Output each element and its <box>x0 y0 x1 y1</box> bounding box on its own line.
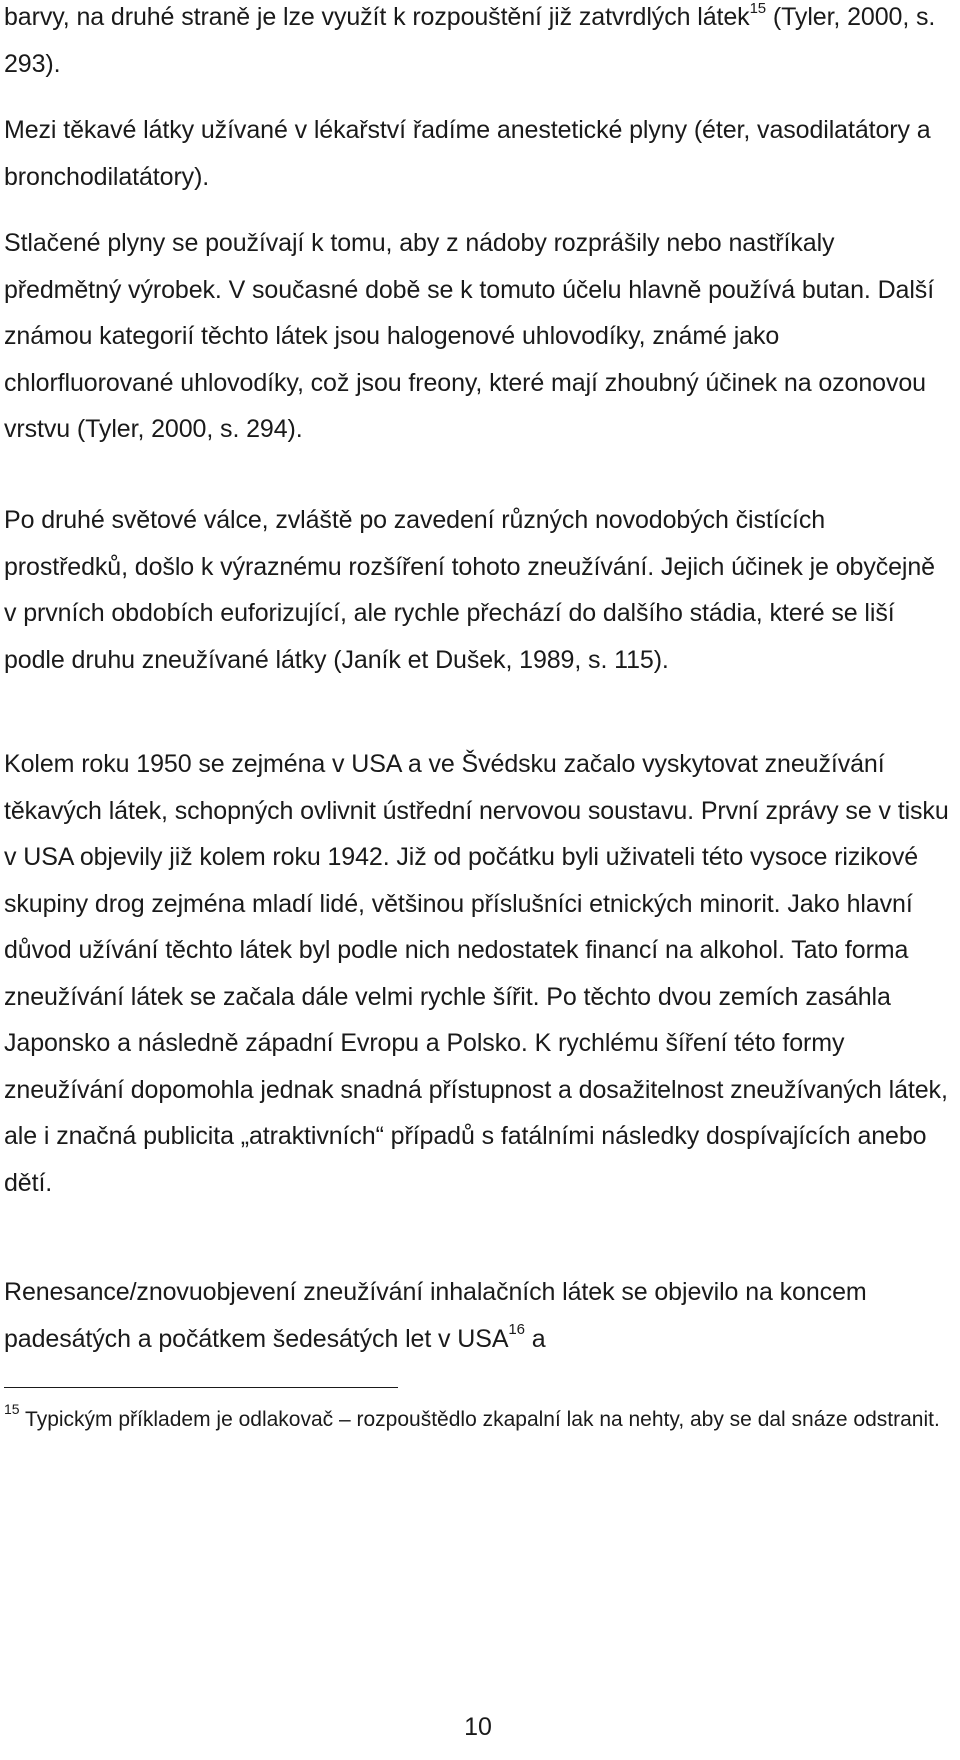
paragraph-4: Po druhé světové válce, zvláště po zavedení různých novodobých čistících prostředků, došlo k výraznému rozšíření tohoto zneužívání. Jejich účinek je obyčejně v prvních obdobích euforizující, ale rychle přechází do dalšího stádia, které se liší podle druhu zneužívané látky (Janík et Dušek, 1989, s. 115). <box>4 506 935 674</box>
footnote-reference-15: 15 <box>749 0 767 17</box>
paragraph-5: Kolem roku 1950 se zejména v USA a ve Švédsku začalo vyskytovat zneužívání těkavých látek, schopných ovlivnit ústřední nervovou soustavu. První zprávy se v tisku v USA objevily již kolem roku 1942. Již od počátku byli uživateli této vysoce rizikové skupiny drog zejména mladí lidé, většinou příslušníci etnických minorit. Jako hlavní důvod užívání těchto látek byl podle nich nedostatek financí na alkohol. Tato forma zneužívání látek se začala dále velmi rychle šířit. Po těchto dvou zemích zasáhla Japonsko a následně západní Evropu a Polsko. K rychlému šíření této formy zneužívání dopomohla jednak snadná přístupnost a dosažitelnost zneužívaných látek, ale i značná publicita „atraktivních“ případů s fatálními následky dospívajících anebo dětí. <box>4 750 949 1197</box>
footnote-text: Typickým příkladem je odlakovač – rozpouštědlo zkapalní lak na nehty, aby se dal snáze odstranit. <box>19 1408 940 1431</box>
paragraph-3: Stlačené plyny se používají k tomu, aby z nádoby rozprášily nebo nastříkaly předmětný výrobek. V současné době se k tomuto účelu hlavně používá butan. Další známou kategorií těchto látek jsou halogenové uhlovodíky, známé jako chlorfluorované uhlovodíky, což jsou freony, které mají zhoubný účinek na ozonovou vrstvu (Tyler, 2000, s. 294). <box>4 229 935 443</box>
paragraph-1 <box>4 0 952 87</box>
paragraph-6-text: Renesance/znovuobjevení zneužívání inhalačních látek se objevilo na koncem padesátých a počátkem šedesátých let v USA <box>4 1278 867 1353</box>
footnote-marker: 15 <box>4 1401 20 1417</box>
page-number: 10 <box>464 1713 492 1741</box>
paragraph-1-citation: (Tyler, 2000, s. 293). <box>4 3 936 78</box>
paragraph-6 <box>4 1269 952 1362</box>
footnote-reference-16: 16 <box>508 1321 525 1339</box>
paragraph-1-text: barvy, na druhé straně je lze využít k rozpouštění již zatvrdlých látek <box>4 3 750 31</box>
footnote-15 <box>4 1402 952 1438</box>
paragraph-6-continuation: a <box>524 1324 546 1353</box>
paragraph-2: Mezi těkavé látky užívané v lékařství řadíme anestetické plyny (éter, vasodilatátory a bronchodilatátory). <box>4 116 931 191</box>
footnote-separator <box>4 1387 398 1388</box>
document-page <box>4 0 952 1760</box>
